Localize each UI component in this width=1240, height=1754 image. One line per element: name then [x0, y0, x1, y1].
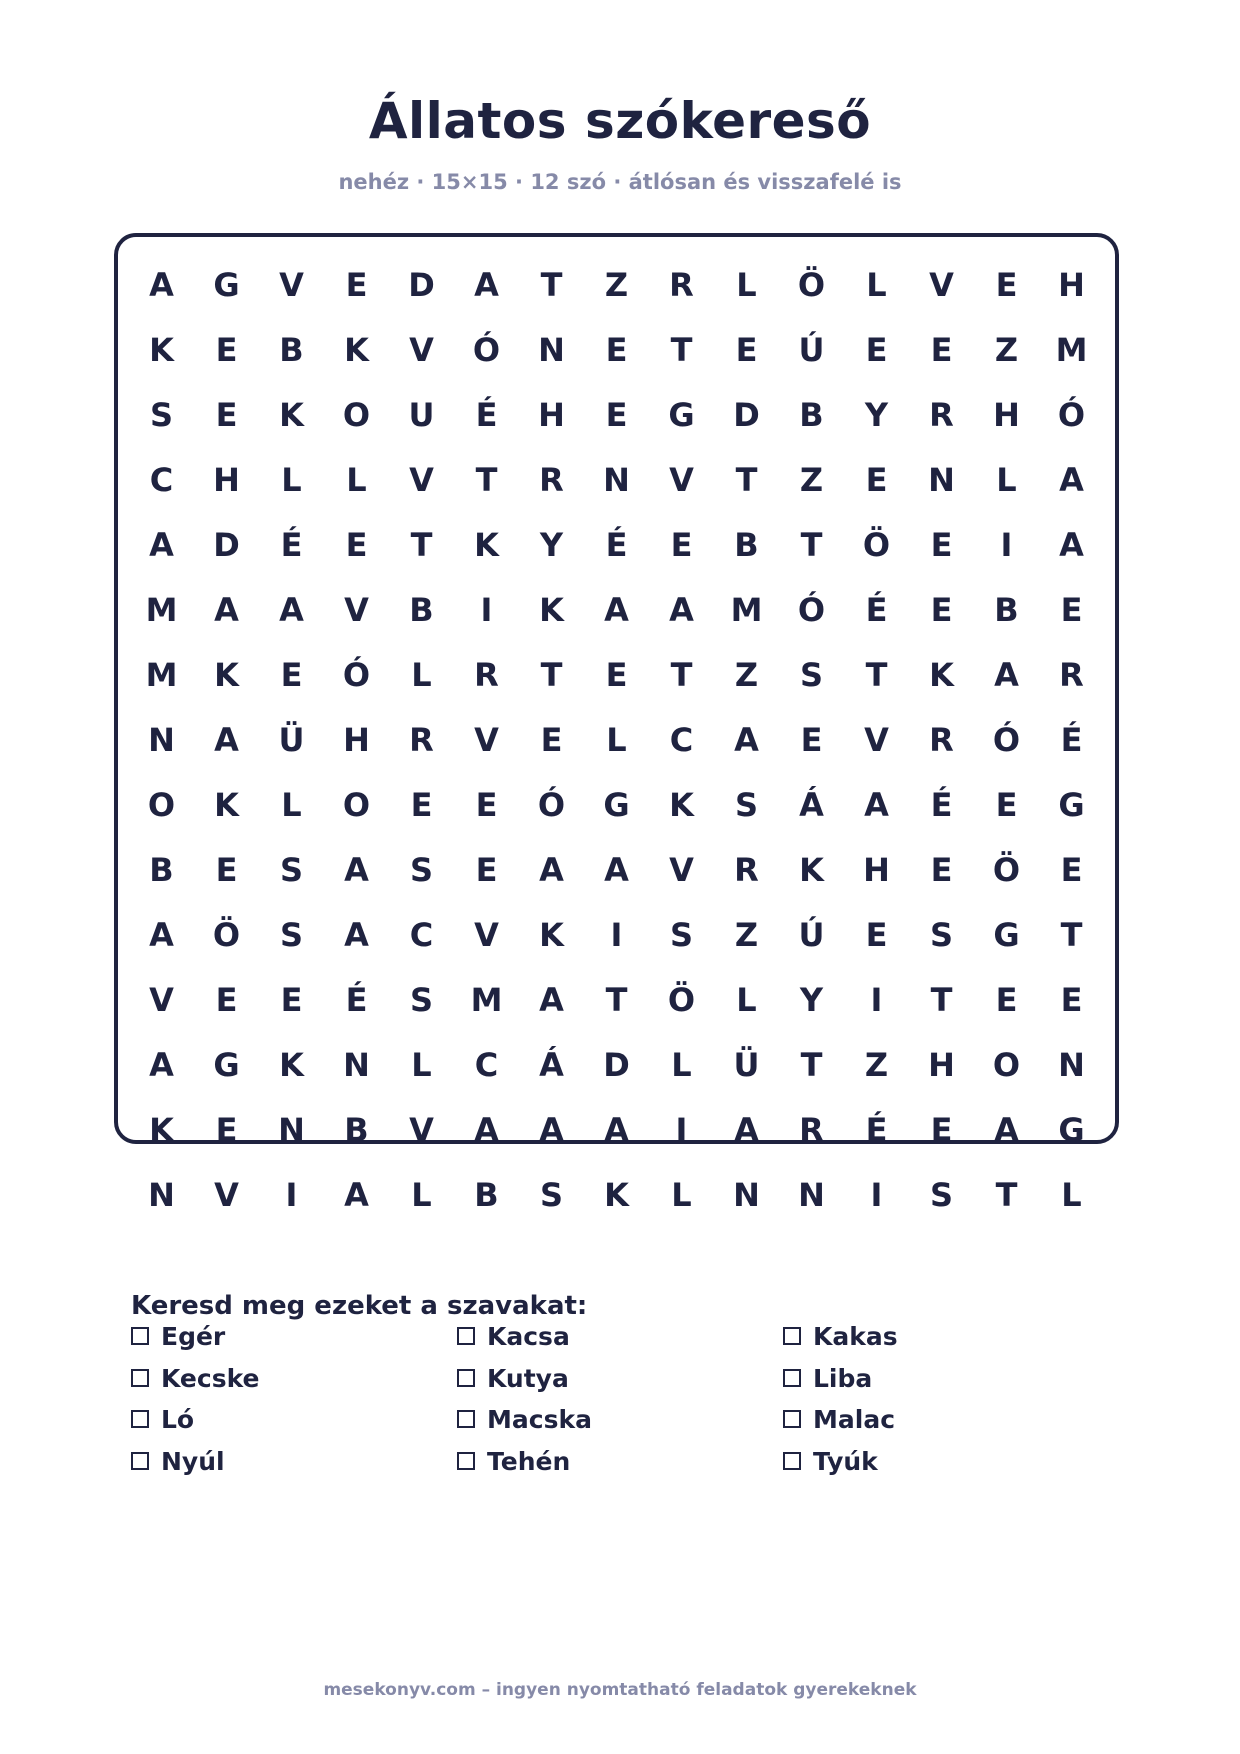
grid-letter[interactable]: Á	[799, 786, 824, 824]
grid-letter[interactable]: T	[540, 656, 563, 694]
grid-letter[interactable]: R	[669, 266, 694, 304]
word-list-item[interactable]	[783, 1358, 872, 1398]
grid-letter[interactable]: H	[993, 396, 1020, 434]
grid-letter[interactable]: A	[149, 526, 174, 564]
grid-letter[interactable]: L	[736, 266, 757, 304]
grid-letter[interactable]: G	[1058, 786, 1085, 824]
word-list-item[interactable]	[457, 1441, 570, 1481]
grid-letter[interactable]: K	[539, 916, 564, 954]
grid-letter[interactable]: R	[929, 721, 954, 759]
page-title: Állatos szókereső	[368, 92, 872, 150]
grid-letter[interactable]: A	[474, 1111, 499, 1149]
grid-letter[interactable]: T	[930, 981, 953, 1019]
grid-letter[interactable]: E	[865, 461, 888, 499]
grid-letter[interactable]: T	[1060, 916, 1083, 954]
word-list-item[interactable]	[131, 1316, 225, 1356]
grid-letter[interactable]: S	[539, 1176, 564, 1214]
word-label: Nyúl	[161, 1446, 225, 1476]
grid-letter[interactable]: A	[604, 851, 629, 889]
grid-letter[interactable]: K	[669, 786, 694, 824]
grid-letter[interactable]: T	[800, 1046, 823, 1084]
checkbox-icon[interactable]	[131, 1452, 149, 1470]
grid-letter[interactable]: Ó	[537, 786, 566, 824]
grid-letter[interactable]: E	[605, 331, 628, 369]
grid-letter[interactable]: C	[409, 916, 434, 954]
grid-letter[interactable]: E	[930, 526, 953, 564]
grid-letter[interactable]: B	[734, 526, 759, 564]
grid-letter[interactable]: K	[929, 656, 954, 694]
grid-letter[interactable]: E	[1060, 981, 1083, 1019]
grid-letter[interactable]: S	[149, 396, 174, 434]
checkbox-icon[interactable]	[783, 1452, 801, 1470]
grid-letter[interactable]: K	[214, 786, 239, 824]
grid-letter[interactable]: T	[410, 526, 433, 564]
grid-letter[interactable]: Z	[604, 266, 629, 304]
grid-letter[interactable]: É	[605, 526, 628, 564]
grid-letter[interactable]: E	[865, 916, 888, 954]
grid-letter[interactable]: É	[865, 1111, 888, 1149]
grid-letter[interactable]: I	[675, 1111, 688, 1149]
grid-letter[interactable]: E	[1060, 851, 1083, 889]
grid-letter[interactable]: A	[149, 1046, 174, 1084]
grid-letter[interactable]: S	[409, 981, 434, 1019]
grid-letter[interactable]: Ó	[797, 591, 826, 629]
grid-letter[interactable]: A	[279, 591, 304, 629]
grid-letter[interactable]: B	[279, 331, 304, 369]
grid-letter[interactable]: H	[538, 396, 565, 434]
grid-letter[interactable]: L	[411, 656, 432, 694]
grid-letter[interactable]: S	[279, 851, 304, 889]
grid-letter[interactable]: N	[1058, 1046, 1085, 1084]
grid-letter[interactable]: A	[539, 851, 564, 889]
grid-letter[interactable]: R	[409, 721, 434, 759]
grid-letter[interactable]: K	[344, 331, 369, 369]
grid-letter[interactable]: N	[343, 1046, 370, 1084]
grid-letter[interactable]: E	[930, 331, 953, 369]
grid-letter[interactable]: Ö	[212, 916, 241, 954]
checkbox-icon[interactable]	[131, 1410, 149, 1428]
grid-letter[interactable]: Z	[799, 461, 824, 499]
grid-letter[interactable]: R	[474, 656, 499, 694]
grid-letter[interactable]: G	[993, 916, 1020, 954]
grid-letter[interactable]: G	[213, 1046, 240, 1084]
grid-letter[interactable]: V	[214, 1176, 239, 1214]
grid-letter[interactable]: E	[215, 331, 238, 369]
letter-grid	[129, 253, 1104, 1228]
grid-letter[interactable]: K	[604, 1176, 629, 1214]
grid-letter[interactable]: A	[604, 591, 629, 629]
grid-letter[interactable]: T	[865, 656, 888, 694]
grid-letter[interactable]: S	[734, 786, 759, 824]
checkbox-icon[interactable]	[131, 1327, 149, 1345]
grid-letter[interactable]: M	[470, 981, 503, 1019]
grid-letter[interactable]: M	[145, 591, 178, 629]
grid-letter[interactable]: Y	[864, 396, 889, 434]
word-list-item[interactable]	[131, 1441, 225, 1481]
grid-letter[interactable]: C	[474, 1046, 499, 1084]
grid-letter[interactable]: E	[215, 396, 238, 434]
grid-letter[interactable]: B	[149, 851, 174, 889]
grid-letter[interactable]: U	[408, 396, 435, 434]
checkbox-icon[interactable]	[783, 1327, 801, 1345]
word-label: Kecske	[161, 1363, 260, 1393]
grid-letter[interactable]: Z	[734, 916, 759, 954]
grid-letter[interactable]: N	[538, 331, 565, 369]
grid-letter[interactable]: O	[342, 396, 371, 434]
grid-letter[interactable]: E	[605, 656, 628, 694]
grid-letter[interactable]: E	[930, 591, 953, 629]
grid-letter[interactable]: L	[671, 1046, 692, 1084]
grid-letter[interactable]: B	[799, 396, 824, 434]
grid-letter[interactable]: S	[799, 656, 824, 694]
grid-letter[interactable]: E	[865, 331, 888, 369]
grid-letter[interactable]: V	[474, 916, 499, 954]
grid-letter[interactable]: A	[864, 786, 889, 824]
grid-letter[interactable]: V	[409, 461, 434, 499]
grid-letter[interactable]: E	[215, 981, 238, 1019]
grid-letter[interactable]: L	[411, 1176, 432, 1214]
grid-letter[interactable]: A	[474, 266, 499, 304]
grid-letter[interactable]: B	[994, 591, 1019, 629]
grid-letter[interactable]: S	[929, 916, 954, 954]
grid-letter[interactable]: Z	[734, 656, 759, 694]
grid-letter[interactable]: A	[604, 1111, 629, 1149]
grid-letter[interactable]: A	[539, 981, 564, 1019]
word-list-item[interactable]	[783, 1441, 878, 1481]
grid-letter[interactable]: A	[669, 591, 694, 629]
grid-letter[interactable]: E	[800, 721, 823, 759]
grid-letter[interactable]: E	[735, 331, 758, 369]
grid-letter[interactable]: V	[344, 591, 369, 629]
grid-letter[interactable]: V	[409, 331, 434, 369]
grid-letter[interactable]: A	[214, 721, 239, 759]
grid-letter[interactable]: K	[279, 396, 304, 434]
word-label: Tehén	[487, 1446, 571, 1476]
grid-letter[interactable]: Ú	[798, 916, 825, 954]
grid-letter[interactable]: K	[799, 851, 824, 889]
grid-letter[interactable]: V	[474, 721, 499, 759]
word-label: Malac	[813, 1404, 896, 1434]
grid-letter[interactable]: D	[733, 396, 760, 434]
grid-letter[interactable]: A	[994, 1111, 1019, 1149]
grid-letter[interactable]: É	[280, 526, 303, 564]
checkbox-icon[interactable]	[457, 1410, 475, 1428]
grid-letter[interactable]: L	[346, 461, 367, 499]
grid-letter[interactable]: H	[928, 1046, 955, 1084]
grid-letter[interactable]: V	[279, 266, 304, 304]
grid-letter[interactable]: E	[930, 851, 953, 889]
grid-letter[interactable]: S	[669, 916, 694, 954]
grid-letter[interactable]: Ó	[992, 721, 1021, 759]
grid-letter[interactable]: O	[992, 1046, 1021, 1084]
grid-letter[interactable]: L	[1061, 1176, 1082, 1214]
grid-letter[interactable]: G	[603, 786, 630, 824]
grid-letter[interactable]: E	[995, 981, 1018, 1019]
grid-letter[interactable]: G	[213, 266, 240, 304]
checkbox-icon[interactable]	[457, 1452, 475, 1470]
grid-letter[interactable]: C	[669, 721, 694, 759]
grid-letter[interactable]: Ö	[992, 851, 1021, 889]
grid-letter[interactable]: V	[409, 1111, 434, 1149]
word-label: Kacsa	[487, 1321, 570, 1351]
word-list-item[interactable]	[131, 1358, 260, 1398]
grid-letter[interactable]: E	[995, 786, 1018, 824]
grid-letter[interactable]: N	[733, 1176, 760, 1214]
grid-letter[interactable]: A	[344, 851, 369, 889]
grid-letter[interactable]: L	[736, 981, 757, 1019]
grid-letter[interactable]: T	[735, 461, 758, 499]
grid-letter[interactable]: É	[930, 786, 953, 824]
grid-letter[interactable]: M	[145, 656, 178, 694]
grid-letter[interactable]: E	[280, 656, 303, 694]
grid-letter[interactable]: I	[285, 1176, 298, 1214]
grid-letter[interactable]: V	[149, 981, 174, 1019]
grid-letter[interactable]: É	[475, 396, 498, 434]
grid-letter[interactable]: L	[996, 461, 1017, 499]
grid-letter[interactable]: A	[344, 916, 369, 954]
grid-letter[interactable]: L	[671, 1176, 692, 1214]
grid-letter[interactable]: A	[1059, 461, 1084, 499]
grid-letter[interactable]: G	[668, 396, 695, 434]
grid-letter[interactable]: E	[540, 721, 563, 759]
grid-letter[interactable]: L	[866, 266, 887, 304]
grid-letter[interactable]: H	[343, 721, 370, 759]
page-subtitle: nehéz · 15×15 · 12 szó · átlósan és visszafelé is	[338, 170, 902, 194]
grid-letter[interactable]: R	[539, 461, 564, 499]
grid-letter[interactable]: Ó	[472, 331, 501, 369]
grid-letter[interactable]: N	[148, 1176, 175, 1214]
grid-letter[interactable]: K	[474, 526, 499, 564]
grid-letter[interactable]: E	[1060, 591, 1083, 629]
grid-letter[interactable]: Z	[864, 1046, 889, 1084]
grid-letter[interactable]: K	[149, 1111, 174, 1149]
word-list-item[interactable]	[457, 1358, 569, 1398]
checkbox-icon[interactable]	[783, 1410, 801, 1428]
grid-letter[interactable]: L	[281, 461, 302, 499]
footer-text: mesekonyv.com – ingyen nyomtatható feladatok gyerekeknek	[323, 1680, 917, 1700]
grid-letter[interactable]: H	[213, 461, 240, 499]
grid-letter[interactable]: G	[1058, 1111, 1085, 1149]
grid-letter[interactable]: Z	[994, 331, 1019, 369]
grid-letter[interactable]: K	[279, 1046, 304, 1084]
grid-letter[interactable]: E	[605, 396, 628, 434]
grid-letter[interactable]: Ó	[342, 656, 371, 694]
word-list-item[interactable]	[131, 1399, 194, 1439]
grid-letter[interactable]: A	[149, 266, 174, 304]
grid-letter[interactable]: A	[149, 916, 174, 954]
grid-letter[interactable]: T	[670, 656, 693, 694]
grid-letter[interactable]: A	[994, 656, 1019, 694]
grid-letter[interactable]: A	[734, 721, 759, 759]
grid-letter[interactable]: N	[148, 721, 175, 759]
grid-letter[interactable]: M	[1055, 331, 1088, 369]
grid-letter[interactable]: R	[799, 1111, 824, 1149]
grid-letter[interactable]: V	[864, 721, 889, 759]
grid-letter[interactable]: S	[409, 851, 434, 889]
grid-letter[interactable]: V	[669, 851, 694, 889]
grid-letter[interactable]: É	[1060, 721, 1083, 759]
grid-letter[interactable]: E	[475, 851, 498, 889]
grid-letter[interactable]: C	[149, 461, 174, 499]
grid-letter[interactable]: I	[870, 1176, 883, 1214]
grid-letter[interactable]: N	[603, 461, 630, 499]
grid-letter[interactable]: O	[342, 786, 371, 824]
checkbox-icon[interactable]	[457, 1327, 475, 1345]
grid-letter[interactable]: O	[147, 786, 176, 824]
grid-letter[interactable]: T	[800, 526, 823, 564]
grid-letter[interactable]: Ú	[798, 331, 825, 369]
grid-letter[interactable]: L	[281, 786, 302, 824]
grid-letter[interactable]: R	[929, 396, 954, 434]
checkbox-icon[interactable]	[783, 1369, 801, 1387]
word-label: Liba	[813, 1363, 873, 1393]
grid-letter[interactable]: B	[344, 1111, 369, 1149]
checkbox-icon[interactable]	[131, 1369, 149, 1387]
grid-letter[interactable]: S	[929, 1176, 954, 1214]
grid-letter[interactable]: D	[213, 526, 240, 564]
grid-letter[interactable]: E	[345, 266, 368, 304]
grid-letter[interactable]: A	[539, 1111, 564, 1149]
grid-letter[interactable]: E	[410, 786, 433, 824]
grid-letter[interactable]: T	[605, 981, 628, 1019]
grid-letter[interactable]: I	[1000, 526, 1013, 564]
grid-letter[interactable]: A	[1059, 526, 1084, 564]
grid-letter[interactable]: E	[995, 266, 1018, 304]
grid-letter[interactable]: D	[603, 1046, 630, 1084]
word-label: Egér	[161, 1321, 226, 1351]
grid-letter[interactable]: Ö	[862, 526, 891, 564]
grid-letter[interactable]: É	[345, 981, 368, 1019]
word-list-item[interactable]	[783, 1399, 895, 1439]
grid-letter[interactable]: L	[606, 721, 627, 759]
grid-letter[interactable]: Ü	[278, 721, 305, 759]
grid-letter[interactable]: V	[929, 266, 954, 304]
grid-letter[interactable]: É	[865, 591, 888, 629]
grid-letter[interactable]: I	[610, 916, 623, 954]
grid-letter[interactable]: E	[345, 526, 368, 564]
word-list-item[interactable]	[783, 1316, 898, 1356]
grid-letter[interactable]: T	[995, 1176, 1018, 1214]
word-list-item[interactable]	[457, 1316, 570, 1356]
grid-letter[interactable]: E	[930, 1111, 953, 1149]
word-label: Kakas	[813, 1321, 898, 1351]
grid-letter[interactable]: T	[670, 331, 693, 369]
grid-letter[interactable]: E	[475, 786, 498, 824]
grid-letter[interactable]: Ö	[667, 981, 696, 1019]
grid-letter[interactable]: N	[798, 1176, 825, 1214]
grid-letter[interactable]: T	[475, 461, 498, 499]
grid-letter[interactable]: Ó	[1057, 396, 1086, 434]
grid-letter[interactable]: E	[215, 1111, 238, 1149]
grid-letter[interactable]: V	[669, 461, 694, 499]
grid-letter[interactable]: E	[280, 981, 303, 1019]
grid-letter[interactable]: K	[539, 591, 564, 629]
word-list-item[interactable]	[457, 1399, 592, 1439]
grid-letter[interactable]: K	[214, 656, 239, 694]
grid-letter[interactable]: N	[278, 1111, 305, 1149]
grid-letter[interactable]: Ö	[797, 266, 826, 304]
grid-letter[interactable]: D	[408, 266, 435, 304]
grid-letter[interactable]: A	[214, 591, 239, 629]
grid-letter[interactable]: E	[215, 851, 238, 889]
grid-letter[interactable]: M	[730, 591, 763, 629]
grid-letter[interactable]: B	[474, 1176, 499, 1214]
word-label: Kutya	[487, 1363, 569, 1393]
grid-letter[interactable]: B	[409, 591, 434, 629]
grid-letter[interactable]: H	[863, 851, 890, 889]
word-label: Macska	[487, 1404, 592, 1434]
grid-letter[interactable]: Y	[799, 981, 824, 1019]
grid-letter[interactable]: Á	[539, 1046, 564, 1084]
grid-letter[interactable]: I	[870, 981, 883, 1019]
word-list-heading: Keresd meg ezeket a szavakat:	[131, 1291, 588, 1321]
grid-letter[interactable]: A	[734, 1111, 759, 1149]
checkbox-icon[interactable]	[457, 1369, 475, 1387]
grid-letter[interactable]: N	[928, 461, 955, 499]
grid-letter[interactable]: L	[411, 1046, 432, 1084]
grid-letter[interactable]: R	[734, 851, 759, 889]
word-label: Ló	[161, 1404, 195, 1434]
grid-letter[interactable]: Ü	[733, 1046, 760, 1084]
grid-letter[interactable]: I	[480, 591, 493, 629]
grid-letter[interactable]: R	[1059, 656, 1084, 694]
grid-letter[interactable]: S	[279, 916, 304, 954]
grid-letter[interactable]: E	[670, 526, 693, 564]
grid-letter[interactable]: K	[149, 331, 174, 369]
grid-letter[interactable]: T	[540, 266, 563, 304]
grid-letter[interactable]: Y	[539, 526, 564, 564]
grid-letter[interactable]: A	[344, 1176, 369, 1214]
word-label: Tyúk	[813, 1446, 878, 1476]
grid-letter[interactable]: H	[1058, 266, 1085, 304]
